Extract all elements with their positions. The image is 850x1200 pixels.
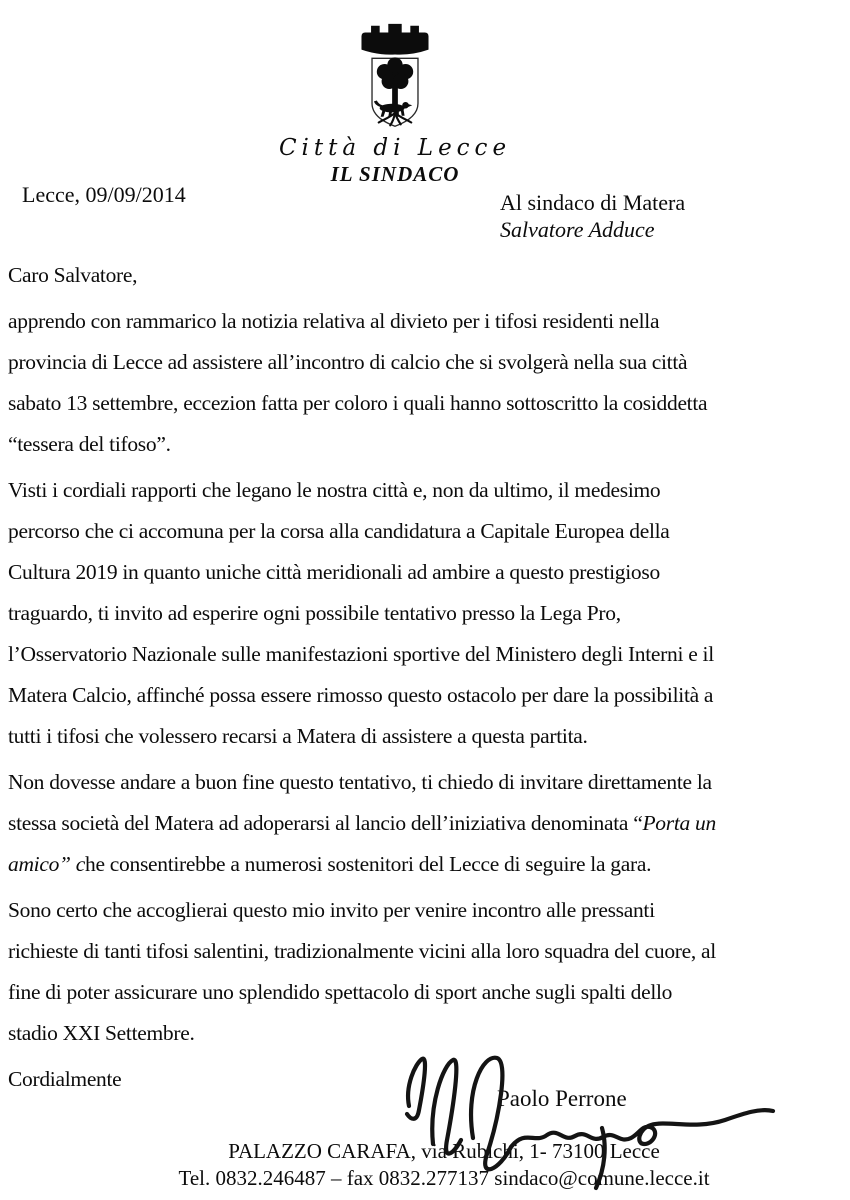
text-line: percorso che ci accomuna per la corsa alla candidatura a Capitale Europea della	[8, 519, 670, 543]
recipient-block	[500, 189, 685, 243]
text-line: Visti i cordiali rapporti che legano le nostra città e, non da ultimo, il medesimo	[8, 478, 661, 502]
letterhead	[250, 20, 540, 187]
text-line: Caro Salvatore,	[8, 263, 138, 287]
text-line: Sono certo che accoglierai questo mio invito per venire incontro alle pressanti	[8, 898, 655, 922]
text-line: sabato 13 settembre, eccezion fatta per coloro i quali hanno sottoscritto la cosiddetta	[8, 391, 708, 415]
letter-footer	[0, 1138, 850, 1192]
text-line: provincia di Lecce ad assistere all’incontro di calcio che si svolgerà nella sua città	[8, 350, 688, 374]
text-line: “tessera del tifoso”.	[8, 432, 171, 456]
recipient-title: Al sindaco di Matera	[500, 190, 686, 215]
paragraph-1	[8, 301, 848, 465]
letterhead-office: IL SINDACO	[330, 162, 460, 186]
paragraph-0	[8, 255, 848, 296]
text-line: Matera Calcio, affinché possa essere rimosso questo ostacolo per dare la possibilità a	[8, 683, 714, 707]
text-line: Non dovesse andare a buon fine questo tentativo, ti chiedo di invitare direttamente la	[8, 770, 712, 794]
text-line: tutti i tifosi che volessero recarsi a Matera di assistere a questa partita.	[8, 724, 588, 748]
paragraph-2	[8, 470, 848, 757]
text-line: stadio XXI Settembre.	[8, 1021, 195, 1045]
letter-body	[8, 255, 848, 1105]
place-date: Lecce, 09/09/2014	[22, 182, 186, 207]
text-line: stessa società del Matera ad adoperarsi al lancio dell’iniziativa denominata “Porta un	[8, 811, 716, 835]
text-line: traguardo, ti invito ad esperire ogni possibile tentativo presso la Lega Pro,	[8, 601, 621, 625]
signatory-name: Paolo Perrone	[497, 1086, 627, 1111]
paragraph-3	[8, 762, 848, 885]
footer-contacts: Tel. 0832.246487 – fax 0832.277137 sindaco@comune.lecce.it	[178, 1166, 710, 1190]
text-line: richieste di tanti tifosi salentini, tradizionalmente vicini alla loro squadra del cuore, al	[8, 939, 716, 963]
text-line: Cordialmente	[8, 1067, 122, 1091]
text-line: Cultura 2019 in quanto uniche città meridionali ad ambire a questo prestigioso	[8, 560, 660, 584]
text-line: amico” che consentirebbe a numerosi sostenitori del Lecce di seguire la gara.	[8, 852, 652, 876]
recipient-name: Salvatore Adduce	[500, 217, 655, 242]
paragraph-5	[8, 1059, 848, 1100]
text-line: l’Osservatorio Nazionale sulle manifestazioni sportive del Ministero degli Interni e il	[8, 642, 714, 666]
footer-address: PALAZZO CARAFA, via Rubichi, 1- 73100 Lecce	[228, 1139, 660, 1163]
letterhead-city: Città di Lecce	[278, 135, 512, 161]
lecce-coat-of-arms-icon	[347, 20, 443, 133]
text-line: fine di poter assicurare uno splendido spettacolo di sport anche sugli spalti dello	[8, 980, 673, 1004]
text-line: apprendo con rammarico la notizia relativa al divieto per i tifosi residenti nella	[8, 309, 660, 333]
paragraph-4	[8, 890, 848, 1054]
